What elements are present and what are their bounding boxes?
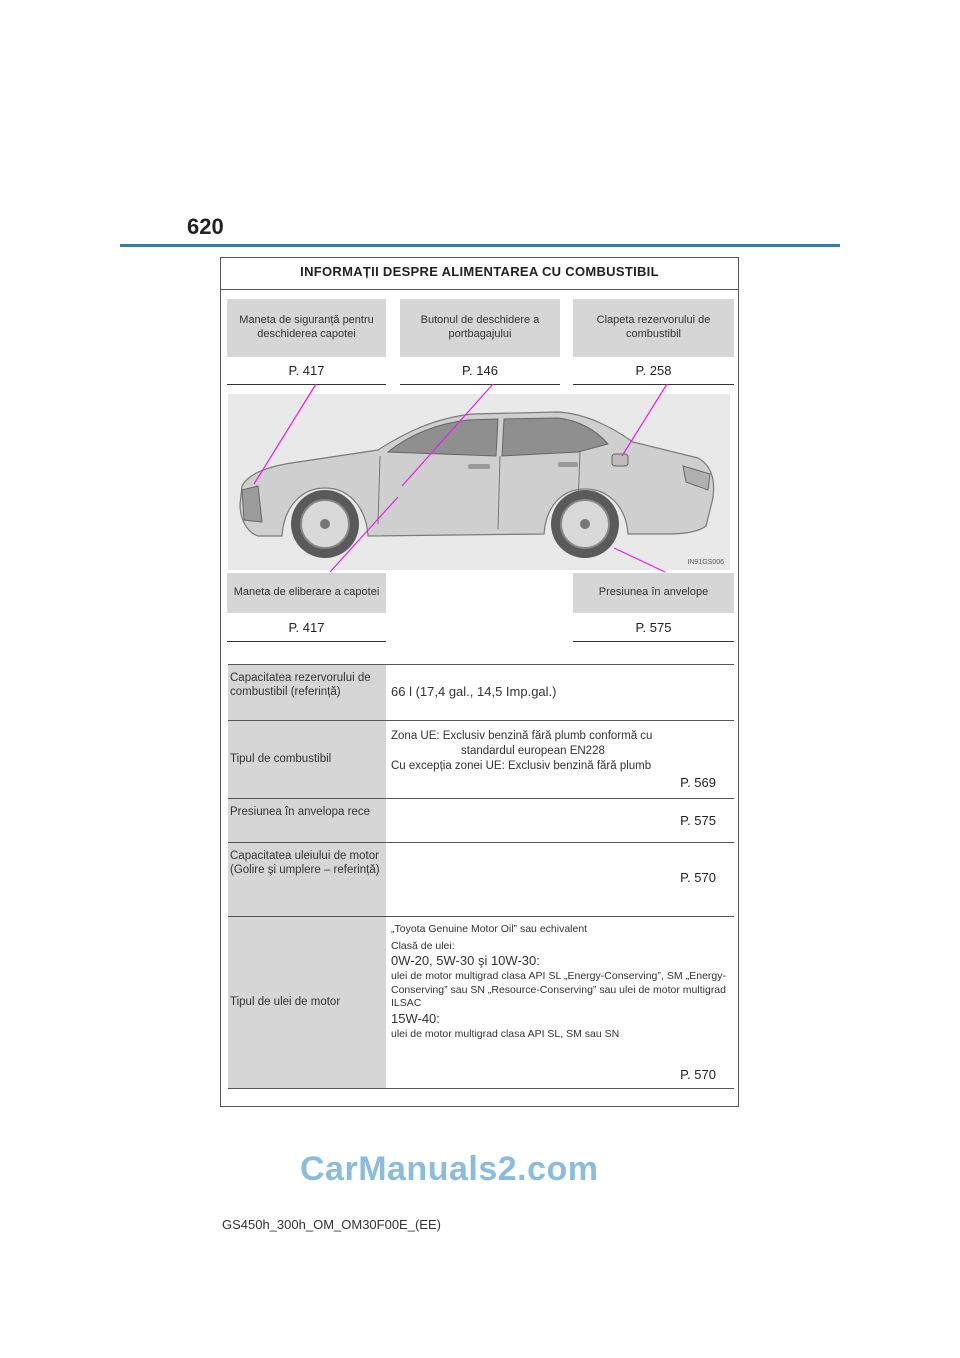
table-row — [228, 720, 734, 798]
oil-type-line: „Toyota Genuine Motor Oil” sau echivalent — [391, 923, 588, 935]
callout-line — [402, 384, 493, 486]
ref-hood-safety-lever: P. 417 — [288, 363, 325, 378]
row-label-oil-capacity: Capacitatea uleiului de motor (Golire şi umplere – referință) — [228, 843, 386, 916]
oil-type-line: ulei de motor multigrad clasa API SL, SM sau SN — [391, 1027, 620, 1040]
footer-code: GS450h_300h_OM_OM30F00E_(EE) — [222, 1217, 441, 1232]
label-hood-release-lever: Maneta de eliberare a capotei — [227, 573, 386, 613]
cold-tire-ref: P. 575 — [680, 813, 716, 828]
ref-fuel-door: P. 258 — [635, 363, 672, 378]
label-hood-safety-lever: Maneta de siguranță pentru deschiderea capotei — [227, 299, 386, 357]
image-code: IN91GS006 — [687, 559, 724, 566]
label-trunk-button: Butonul de deschidere a portbagajului — [400, 299, 560, 357]
row-label-fuel-type: Tipul de combustibil — [228, 721, 386, 798]
row-value-oil-capacity — [391, 843, 726, 916]
row-value-oil-type — [391, 917, 726, 1088]
ref-hood-release-lever: P. 417 — [288, 620, 325, 635]
table-row — [228, 798, 734, 842]
page-number: 620 — [187, 214, 224, 239]
callout-line — [330, 497, 398, 572]
row-label-cold-tire-pressure: Presiunea în anvelopa rece — [228, 799, 386, 842]
label-tire-pressure: Presiunea în anvelope — [573, 573, 734, 613]
table-row — [228, 664, 734, 720]
oil-capacity-ref: P. 570 — [680, 870, 716, 885]
oil-type-line: ulei de motor multigrad clasa API SL „Energy-Conserving”, SM „Energy-Conserving” sau SN „Resource-Conserving” sau ulei de motor multigrad ILSAC — [391, 970, 726, 1010]
fuel-type-ref: P. 569 — [680, 775, 716, 791]
oil-type-line: Clasă de ulei: — [391, 939, 455, 952]
watermark: CarManuals2.com — [300, 1150, 599, 1188]
callout-line — [254, 384, 316, 484]
oil-type-line: 15W-40: — [391, 1011, 440, 1027]
row-value-fuel-type — [391, 721, 726, 798]
ref-rule — [573, 641, 734, 642]
fuel-type-line: Zona UE: Exclusiv benzină fără plumb conformă cu — [391, 730, 653, 742]
ref-tire-pressure: P. 575 — [635, 620, 672, 635]
oil-type-line: 0W-20, 5W-30 şi 10W-30: — [391, 953, 540, 969]
section-title: INFORMAȚII DESPRE ALIMENTAREA CU COMBUSTIBIL — [300, 264, 659, 279]
row-value-fuel-capacity: 66 l (17,4 gal., 14,5 Imp.gal.) — [391, 684, 557, 700]
row-value-cold-tire-pressure — [391, 799, 726, 842]
label-fuel-door: Clapeta rezervorului de combustibil — [573, 299, 734, 357]
callout-line — [614, 548, 665, 572]
fuel-type-line: standardul european EN228 — [461, 744, 605, 757]
row-label-fuel-capacity: Capacitatea rezervorului de combustibil (referință) — [228, 665, 386, 720]
ref-rule — [227, 641, 386, 642]
oil-type-ref: P. 570 — [680, 1067, 716, 1083]
fuel-type-line: Cu excepția zonei UE: Exclusiv benzină fără plumb — [391, 759, 652, 772]
row-label-oil-type: Tipul de ulei de motor — [228, 917, 386, 1088]
table-row — [228, 842, 734, 916]
ref-trunk-button: P. 146 — [462, 363, 498, 378]
table-row — [228, 916, 734, 1088]
callout-line — [622, 384, 667, 456]
table-bottom-rule — [228, 1088, 734, 1089]
